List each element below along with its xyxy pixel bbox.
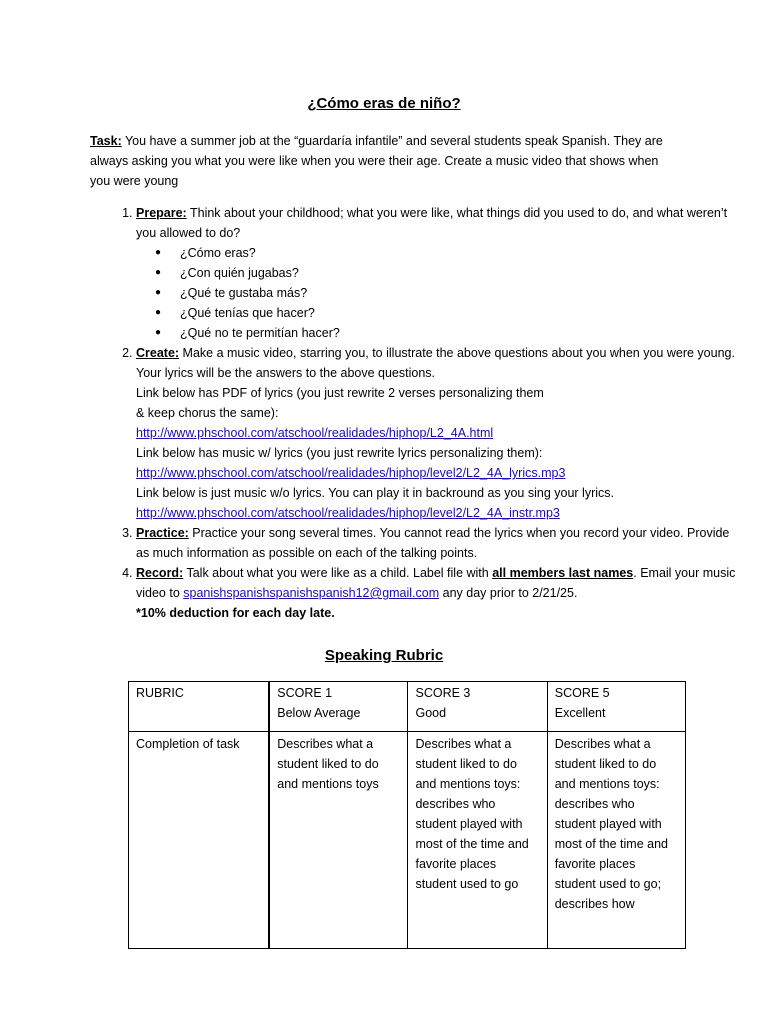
header-cell: [547, 682, 685, 732]
header-cell: [129, 682, 270, 732]
rubric-header-row: [129, 682, 686, 732]
lyrics-pdf-note: Link below has PDF of lyrics (you just rewrite 2 verses personalizing them: [136, 386, 544, 400]
header-label: SCORE 1: [277, 686, 333, 700]
create-label: Create:: [136, 346, 180, 360]
rubric-row: [129, 732, 686, 949]
prepare-text: Think about your childhood; what you were like, what things did you used to do, and what weren’t you allowed to do?: [136, 206, 728, 240]
task-text: You have a summer job at the “guardaría infantile” and several students speak Spanish. They are always asking you what you were like when you were their age. Create a music video that shows when you were young: [90, 134, 663, 188]
question-item: ● ¿Cómo eras?: [168, 243, 736, 263]
task-paragraph: [90, 131, 680, 191]
practice-text: Practice your song several times. You cannot read the lyrics when you record your video. Provide as much information as possible on each of the talking points.: [136, 526, 730, 560]
question-item: ● ¿Qué no te permitían hacer?: [168, 323, 736, 343]
record-bold-names: all members last names: [492, 566, 634, 580]
late-deduction-note: *10% deduction for each day late.: [136, 606, 335, 620]
rubric-table: [128, 681, 686, 949]
instrumental-note: Link below is just music w/o lyrics. You can play it in backround as you sing your lyrics.: [136, 486, 614, 500]
header-label: SCORE 5: [554, 686, 610, 700]
music-lyrics-note: Link below has music w/ lyrics (you just rewrite lyrics personalizing them):: [136, 446, 543, 460]
prepare-label: Prepare:: [136, 206, 187, 220]
header-sublabel: Excellent: [554, 706, 606, 720]
chorus-note: & keep chorus the same):: [136, 406, 279, 420]
record-text-1: Talk about what you were like as a child. Label file with: [183, 566, 493, 580]
record-text-2: . Email your music video to: [136, 566, 736, 600]
question-item: ● ¿Qué tenías que hacer?: [168, 303, 736, 323]
score5-cell: Describes what a student liked to do and mentions toys: describes who student played with most of the time and favorite places student used to go; describes how: [547, 732, 685, 949]
record-text-3: any day prior to 2/21/25.: [439, 586, 578, 600]
practice-label: Practice:: [136, 526, 189, 540]
header-label: RUBRIC: [136, 686, 184, 700]
step-record: [136, 563, 736, 623]
step-prepare: [136, 203, 736, 343]
create-text: Make a music video, starring you, to illustrate the above questions about you when you were young. Your lyrics will be the answers to the above questions.: [136, 346, 735, 380]
header-sublabel: Below Average: [277, 706, 361, 720]
header-label: SCORE 3: [415, 686, 471, 700]
question-item: ● ¿Qué te gustaba más?: [168, 283, 736, 303]
rubric-title: Speaking Rubric: [324, 647, 444, 664]
email-link[interactable]: spanishspanishspanishspanish12@gmail.com: [183, 586, 440, 600]
step-practice: [136, 523, 736, 563]
header-cell: [408, 682, 547, 732]
score1-cell: Describes what a student liked to do and mentions toys: [269, 732, 408, 949]
task-label: Task:: [90, 134, 122, 148]
step-create: [136, 343, 736, 523]
criterion-cell: Completion of task: [129, 732, 270, 949]
score3-cell: Describes what a student liked to do and mentions toys: describes who student played with most of the time and favorite places student used to go: [408, 732, 547, 949]
lyrics-pdf-link[interactable]: http://www.phschool.com/atschool/realidades/hiphop/L2_4A.html: [136, 426, 494, 440]
music-lyrics-link[interactable]: http://www.phschool.com/atschool/realidades/hiphop/level2/L2_4A_lyrics.mp3: [136, 466, 566, 480]
record-label: Record:: [136, 566, 184, 580]
instrumental-link[interactable]: http://www.phschool.com/atschool/realidades/hiphop/level2/L2_4A_instr.mp3: [136, 506, 560, 520]
steps-list: [90, 203, 736, 623]
question-item: ● ¿Con quién jugabas?: [168, 263, 736, 283]
page-title: ¿Cómo eras de niño?: [307, 95, 461, 112]
header-cell: [269, 682, 408, 732]
question-list: [136, 243, 736, 343]
header-sublabel: Good: [415, 706, 447, 720]
